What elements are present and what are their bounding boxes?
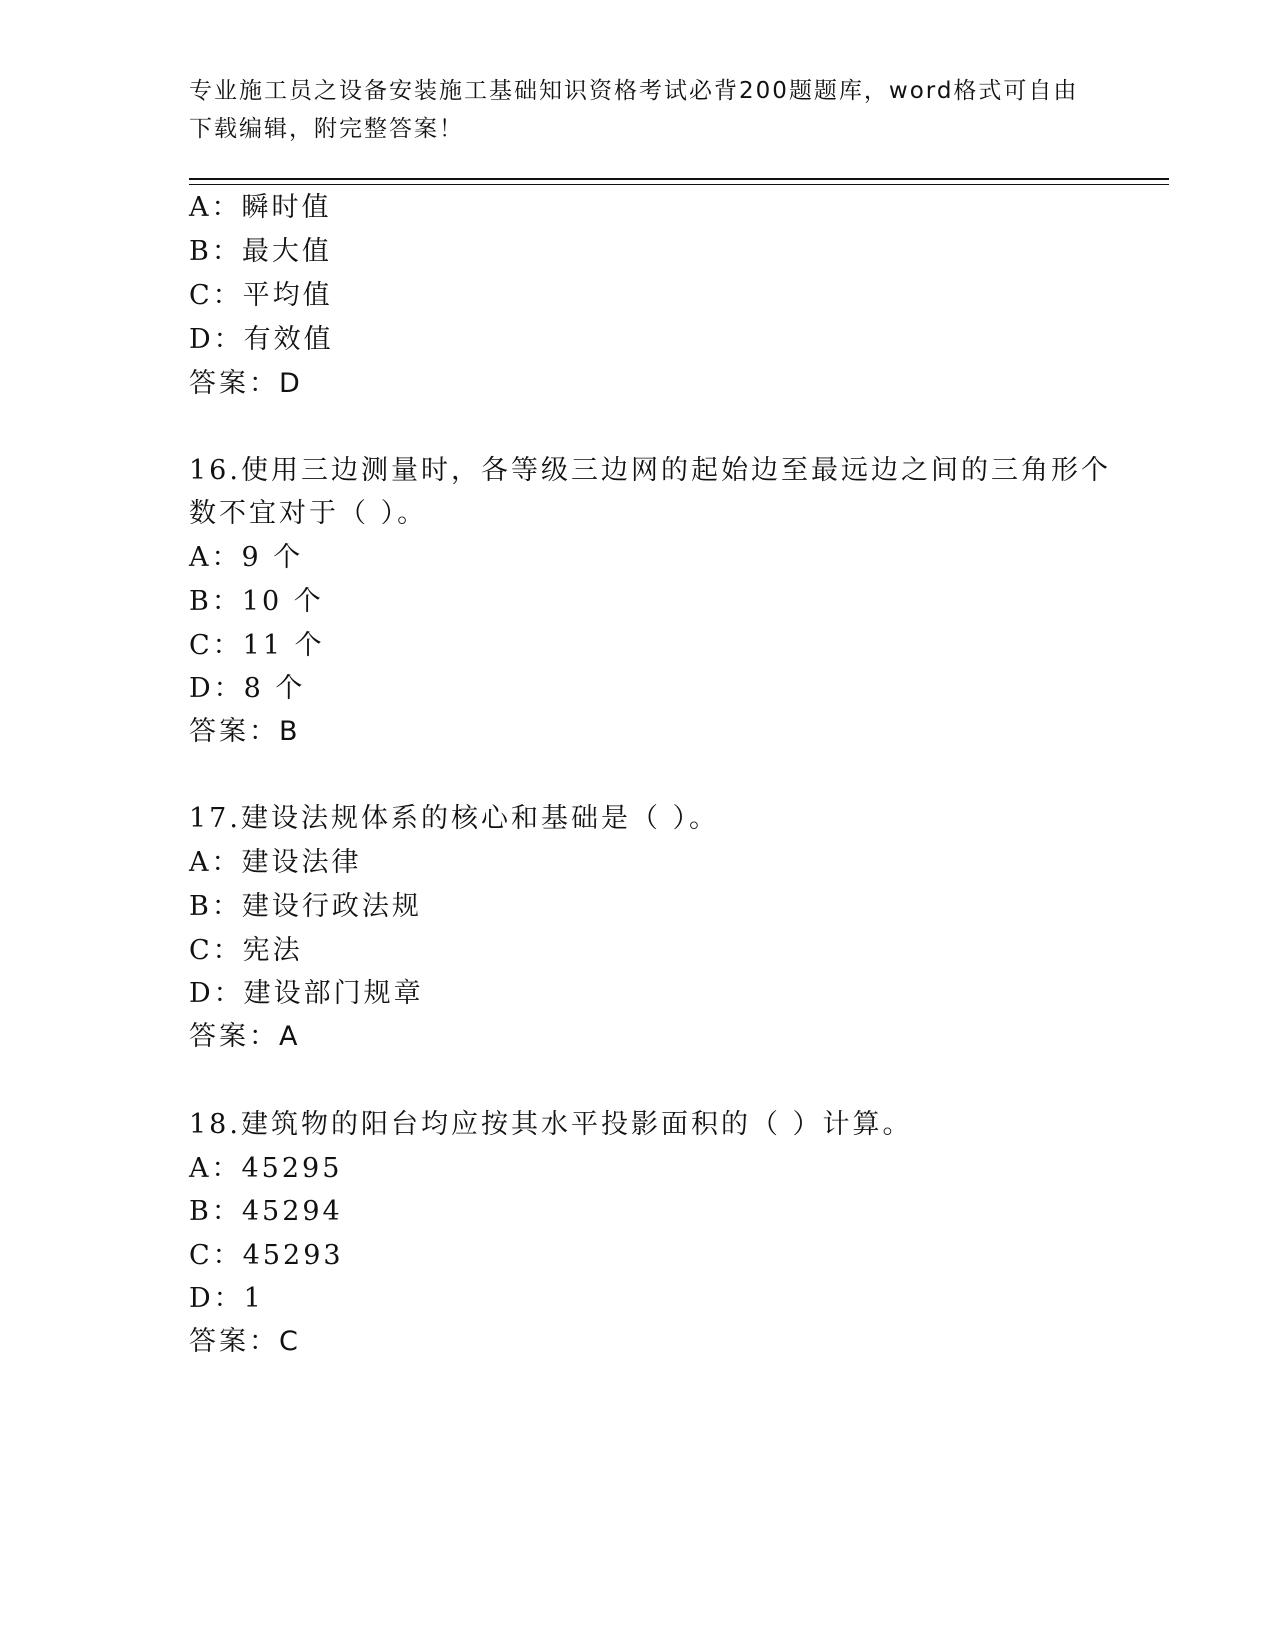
q16-answer: 答案：B [189,716,301,747]
q17-answer: 答案：A [189,1021,301,1052]
q17-option-c: C：宪法 [189,935,303,966]
q15-option-c: C：平均值 [189,280,333,311]
q16-option-d: D：8 个 [189,673,306,704]
q18-option-a: A：45295 [189,1153,343,1184]
q16-option-a: A：9 个 [189,542,304,573]
q15-answer: 答案：D [189,368,303,399]
q18-stem-line-1: 18.建筑物的阳台均应按其水平投影面积的（ ）计算。 [189,1109,913,1140]
q18-option-c: C：45293 [189,1240,344,1271]
header-divider-thin [189,184,1169,185]
header-divider-thick [189,178,1169,180]
q15-option-d: D：有效值 [189,324,334,355]
header-line-2: 下载编辑，附完整答案！ [189,116,464,142]
q15-option-a: A：瞬时值 [189,192,332,223]
q17-stem-line-1: 17.建设法规体系的核心和基础是（ ）。 [189,803,720,834]
q15-option-b: B：最大值 [189,236,332,267]
q16-option-b: B：10 个 [189,586,324,617]
q17-option-a: A：建设法律 [189,847,362,878]
q16-option-c: C：11 个 [189,630,325,661]
q16-stem-line-2: 数不宜对于（ ）。 [189,498,428,529]
q17-option-d: D：建设部门规章 [189,978,424,1009]
q18-answer: 答案：C [189,1326,301,1357]
header-line-1: 专业施工员之设备安装施工基础知识资格考试必背200题题库，word格式可自由 [189,78,1079,104]
q16-stem-line-1: 16.使用三边测量时，各等级三边网的起始边至最远边之间的三角形个 [189,455,1111,486]
q18-option-d: D：1 [189,1283,264,1314]
q18-option-b: B：45294 [189,1196,343,1227]
q17-option-b: B：建设行政法规 [189,891,422,922]
document-header [189,72,1089,148]
